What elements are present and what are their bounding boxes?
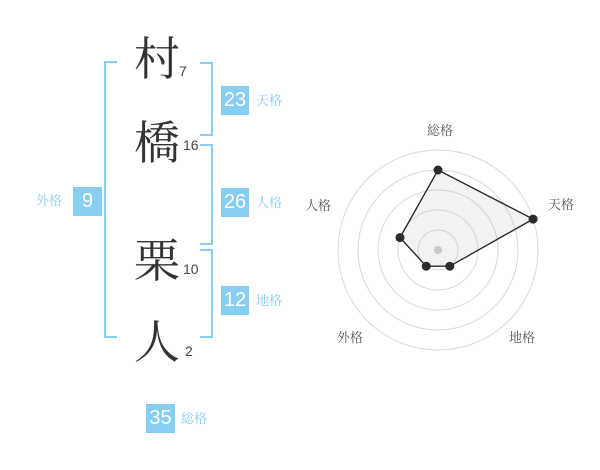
radar-axis-label: 地格 bbox=[508, 330, 536, 345]
radar-data-point bbox=[434, 166, 443, 175]
radar-axis-label: 外格 bbox=[336, 330, 364, 345]
radar-axis-label: 人格 bbox=[304, 198, 332, 213]
stroke-count-1: 7 bbox=[179, 63, 187, 79]
radar-chart-area bbox=[288, 100, 588, 400]
jinkaku-label: 人格 bbox=[256, 195, 283, 210]
gaikaku-label: 外格 bbox=[36, 193, 63, 208]
radar-data-point bbox=[445, 262, 454, 271]
name-character-1: 村 bbox=[134, 33, 180, 85]
radar-data-point bbox=[529, 215, 538, 224]
gaikaku-bracket bbox=[104, 61, 117, 338]
stroke-count-3: 10 bbox=[183, 261, 199, 277]
name-character-3: 栗 bbox=[134, 235, 180, 287]
name-character-2: 橋 bbox=[134, 117, 180, 169]
name-character-4: 人 bbox=[134, 316, 180, 368]
stroke-count-4: 2 bbox=[185, 343, 193, 359]
gaikaku-value-badge: 9 bbox=[73, 187, 102, 216]
radar-data-point bbox=[396, 233, 405, 242]
radar-chart bbox=[288, 100, 588, 400]
radar-center-dot bbox=[434, 246, 442, 254]
stroke-count-2: 16 bbox=[183, 137, 199, 153]
tenkaku-value-badge: 23 bbox=[221, 86, 249, 115]
tenkaku-label: 天格 bbox=[256, 93, 283, 108]
radar-axis-label: 総格 bbox=[426, 123, 454, 138]
jinkaku-value-badge: 26 bbox=[221, 188, 249, 217]
soukaku-label: 総格 bbox=[181, 411, 208, 426]
radar-axis-label: 天格 bbox=[547, 197, 575, 212]
radar-data-point bbox=[422, 262, 431, 271]
chikaku-bracket bbox=[200, 249, 213, 338]
chikaku-value-badge: 12 bbox=[221, 286, 249, 315]
soukaku-value-badge: 35 bbox=[146, 404, 175, 433]
tenkaku-bracket bbox=[200, 62, 213, 136]
chikaku-label: 地格 bbox=[256, 293, 283, 308]
jinkaku-bracket bbox=[200, 144, 213, 245]
